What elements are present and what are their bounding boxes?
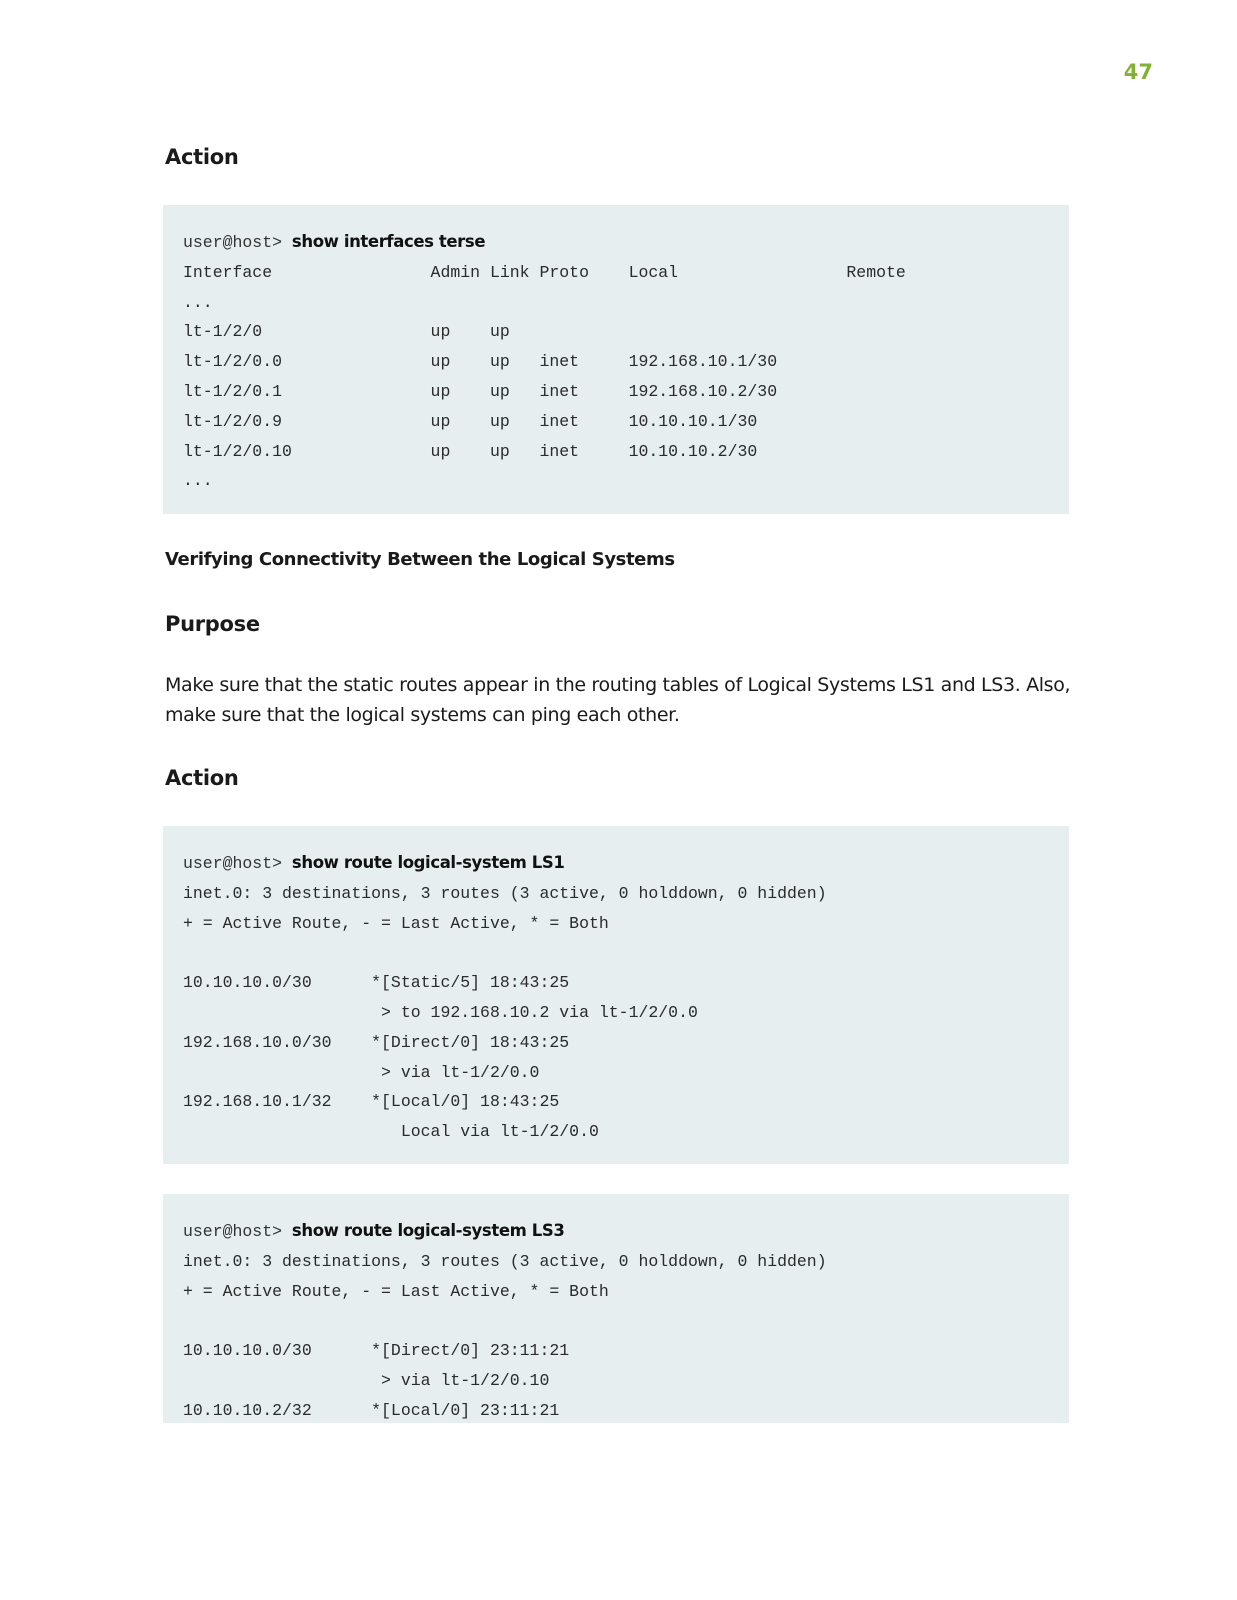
- cli-prompt: user@host>: [183, 1222, 292, 1241]
- cli-command: show route logical-system LS3: [291, 1221, 565, 1240]
- code-block-route-ls3: [163, 1194, 1069, 1423]
- section-title: Verifying Connectivity Between the Logical Systems: [165, 549, 675, 570]
- cli-output: inet.0: 3 destinations, 3 routes (3 active, 0 holddown, 0 hidden) + = Active Route, - = Last Active, * = Both 10.10.10.0/30 *[Direct/0] 23:11:21 > via lt-1/2/0.10 10.10.10.2/32 *[Local/0] 23:11:21: [183, 1251, 827, 1420]
- cli-command: show route logical-system LS1: [291, 853, 565, 872]
- action-heading-1: Action: [165, 145, 239, 169]
- purpose-paragraph: Make sure that the static routes appear in the routing tables of Logical Systems LS1 and LS3. Also, make sure that the logical systems can ping each other.: [165, 674, 1071, 726]
- cli-output: inet.0: 3 destinations, 3 routes (3 active, 0 holddown, 0 hidden) + = Active Route, - = Last Active, * = Both 10.10.10.0/30 *[Static/5] 18:43:25 > to 192.168.10.2 via lt-1/2/0.0 192.168.10.0/30 *[Direct/0] 18:43:25 > via lt-1/2/0.0 192.168.10.1/32 *[Local/0] 18:43:25 Local via lt-1/2/0.0: [183, 883, 827, 1142]
- cli-output: Interface Admin Link Proto Local Remote ... lt-1/2/0 up up lt-1/2/0.0 up up inet 192.168.10.1/30 lt-1/2/0.1 up up inet 192.168.10.2/30 lt-1/2/0.9 up up inet 10.10.10.1/30 lt-1/2/0.10 up up inet 10.10.10.2/30 ...: [183, 262, 906, 491]
- cli-prompt: user@host>: [183, 233, 292, 252]
- code-block-interfaces: [163, 205, 1069, 514]
- action-heading-2: Action: [165, 766, 239, 790]
- purpose-heading: Purpose: [165, 612, 260, 636]
- cli-prompt: user@host>: [183, 854, 292, 873]
- code-block-route-ls1: [163, 826, 1069, 1164]
- page-number: 47: [1123, 60, 1153, 84]
- cli-command: show interfaces terse: [291, 232, 486, 251]
